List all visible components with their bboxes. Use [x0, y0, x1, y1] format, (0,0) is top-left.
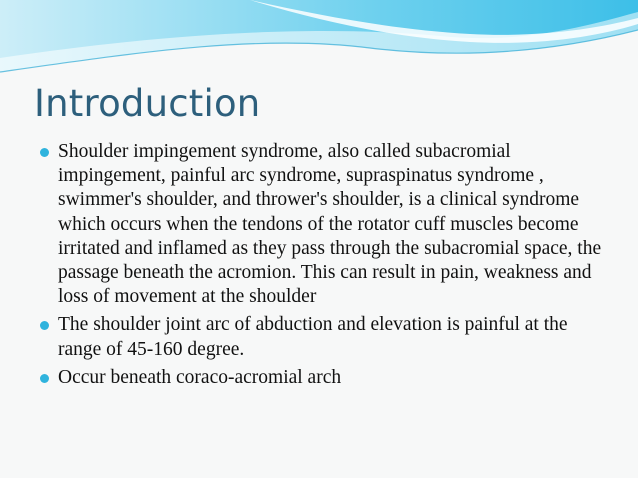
bullet-dot-icon	[40, 148, 49, 157]
bullet-dot-icon	[40, 374, 49, 383]
bullet-item	[40, 313, 610, 361]
bullet-text: Shoulder impingement syndrome, also called subacromial impingement, painful arc syndrome, supraspinatus syndrome , swimmer's shoulder, and thrower's shoulder, is a clinical syndrome which occurs when the tendons of the rotator cuff muscles become irritated and inflamed as they pass through the subacromial space, the passage beneath the acromion. This can result in pain, weakness and loss of movement at the shoulder	[58, 141, 602, 308]
bullet-item	[40, 366, 610, 390]
slide-title: Introduction	[34, 82, 261, 125]
wave-banner-decoration	[0, 0, 638, 80]
bullet-text: Occur beneath coraco-acromial arch	[58, 366, 342, 388]
bullet-text: The shoulder joint arc of abduction and elevation is painful at the range of 45-160 degree.	[58, 314, 568, 360]
bullet-list	[40, 140, 610, 394]
bullet-item	[40, 140, 610, 309]
bullet-dot-icon	[40, 321, 49, 330]
